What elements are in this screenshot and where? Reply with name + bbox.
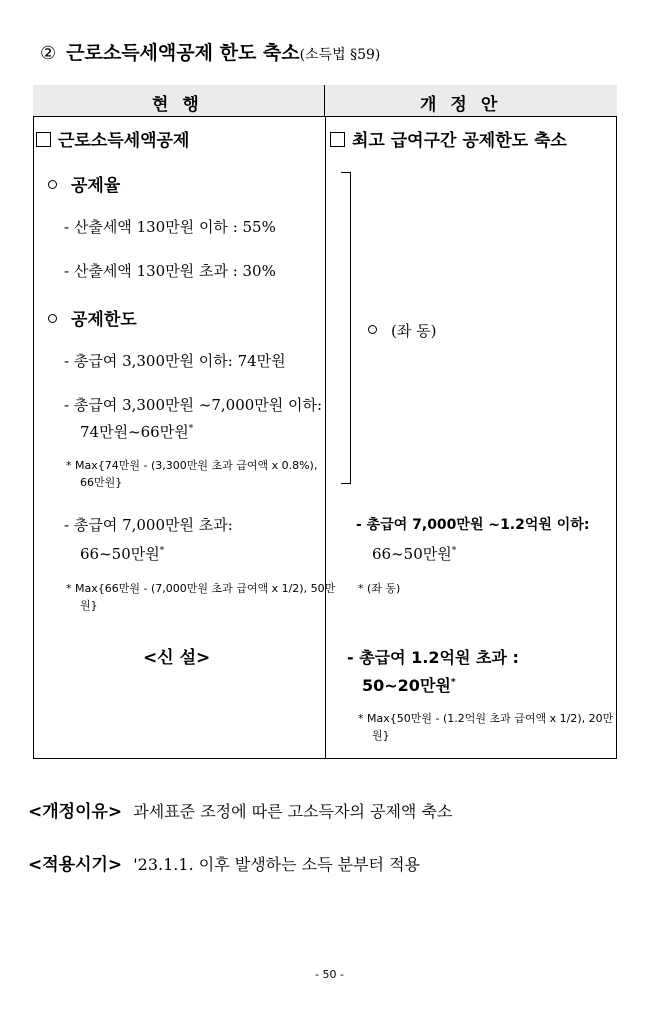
checkbox-icon [330, 132, 345, 147]
rate-heading-text: 공제율 [71, 176, 121, 196]
proposed-item-2-value: 50~20만원 [362, 676, 451, 695]
page-number: - 50 - [315, 968, 344, 981]
limit-item-3-value: 66~50만원 [80, 545, 160, 563]
proposed-item-1-value: 66~50만원 [372, 545, 452, 563]
limit-item-1: - 총급여 3,300만원 이하: 74만원 [64, 352, 286, 370]
apply-label: <적용시기> [28, 855, 123, 875]
proposed-item-2-line2: 50~20만원* [362, 676, 456, 695]
proposed-same-text: (좌 동) [391, 322, 437, 340]
proposed-item-1-line1: - 총급여 7,000만원 ~1.2억원 이하: [356, 517, 590, 533]
proposed-note-2: * Max{50만원 - (1.2억원 초과 급여액 x 1/2), 20만원} [358, 712, 614, 742]
apply-line [28, 850, 420, 875]
proposed-same [368, 320, 436, 341]
proposed-section-title-text: 최고 급여구간 공제한도 축소 [352, 131, 567, 151]
proposed-item-1-line2: 66~50만원* [372, 545, 457, 563]
rate-heading [48, 171, 120, 196]
header-proposed: 개정안 [420, 95, 512, 115]
header-current: 현행 [152, 95, 213, 115]
limit-item-3-line2: 66~50만원* [80, 545, 165, 563]
law-reference: (소득법 §59) [299, 47, 381, 63]
new-label: <신 설> [143, 648, 211, 668]
circle-bullet-icon [368, 325, 377, 334]
section-title-main: 근로소득세액공제 한도 축소 [66, 42, 300, 64]
limit-item-2-value: 74만원~66만원 [80, 423, 189, 441]
rate-item-1: - 산출세액 130만원 이하 : 55% [64, 218, 276, 236]
proposed-item-2-line1: - 총급여 1.2억원 초과 : [347, 648, 519, 667]
apply-text: '23.1.1. 이후 발생하는 소득 분부터 적용 [133, 855, 421, 874]
limit-heading [48, 305, 137, 330]
reason-line [28, 797, 452, 822]
circle-bullet-icon [48, 314, 57, 323]
column-divider [325, 117, 326, 759]
limit-item-2-line2: 74만원~66만원* [80, 423, 194, 441]
circle-bullet-icon [48, 180, 57, 189]
section-number: ② [40, 43, 57, 64]
limit-item-2-line1: - 총급여 3,300만원 ~7,000만원 이하: [64, 396, 323, 414]
reason-label: <개정이유> [28, 802, 123, 822]
checkbox-icon [36, 132, 51, 147]
rate-item-2: - 산출세액 130만원 초과 : 30% [64, 262, 276, 280]
current-section-title-text: 근로소득세액공제 [58, 131, 190, 151]
limit-note-1: * Max{74만원 - (3,300만원 초과 급여액 x 0.8%), 66만원} [66, 459, 318, 489]
limit-note-2: * Max{66만원 - (7,000만원 초과 급여액 x 1/2), 50만원} [66, 582, 336, 612]
limit-heading-text: 공제한도 [71, 310, 137, 330]
current-section-title [36, 126, 189, 151]
proposed-section-title [330, 126, 567, 151]
proposed-note-1: * (좌 동) [358, 582, 401, 595]
bracket-line [341, 172, 351, 484]
limit-item-3-line1: - 총급여 7,000만원 초과: [64, 516, 233, 534]
section-title [40, 38, 380, 65]
reason-text: 과세표준 조정에 따른 고소득자의 공제액 축소 [133, 802, 453, 821]
